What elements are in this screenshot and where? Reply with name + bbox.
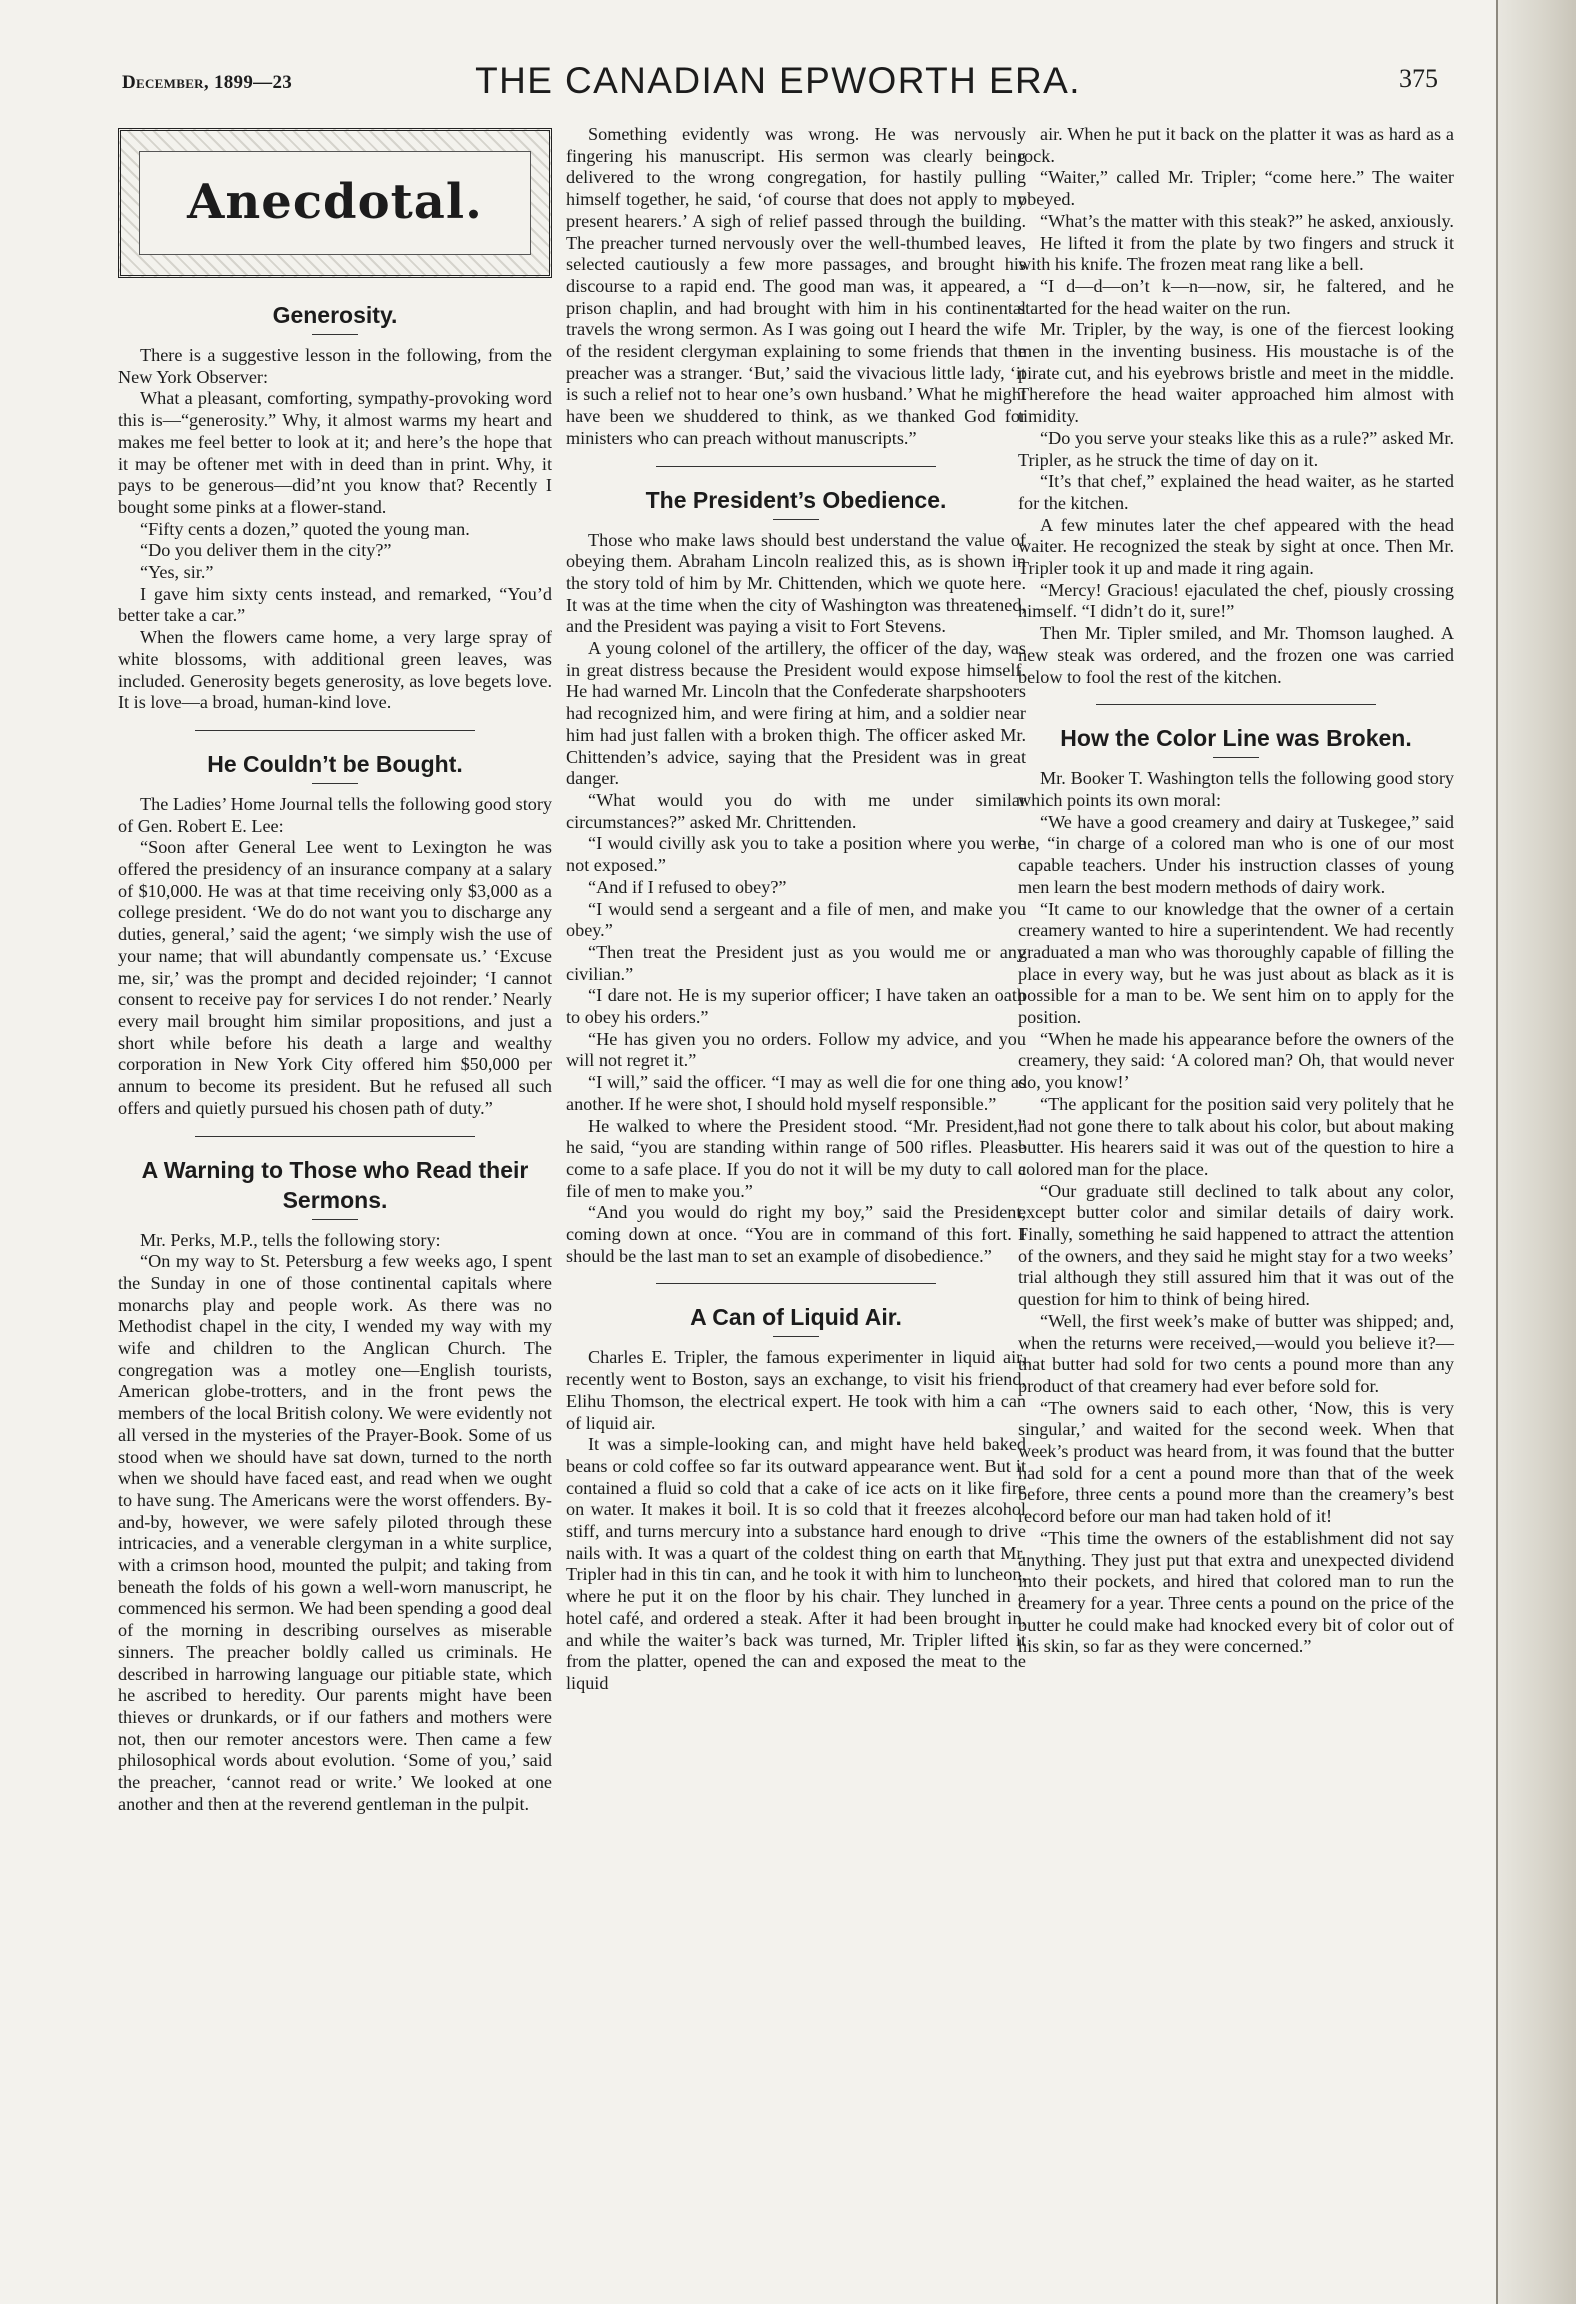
paragraph: “Well, the first week’s make of butter was shipped; and, when the returns were received,—would you believe it?—that butter had sold for two cents a pound more than any product of that creamery had ever before sold for.: [1018, 1310, 1454, 1396]
paragraph: Something evidently was wrong. He was nervously fingering his manuscript. His sermon was clearly being delivered to the wrong congregation, for hastily pulling himself together, he said, ‘of course that does not apply to my present hearers.’ A sigh of relief passed through the building. The preacher turned nervously over the well-thumbed leaves, selected cautiously a few more passages, and brought his discourse to a rapid end. The good man was, it appeared, a prison chaplin, and had brought with him in his continental travels the wrong sermon. As I was going out I heard the wife of the resident clergyman explaining to some friends that the preacher was a stranger. ‘But,’ said the vivacious little lady, ‘it is such a relief not to hear one’s own husband.’ What he might have been we shuddered to think, as we thanked God for ministers who can preach without manuscripts.”: [566, 124, 1026, 448]
header-date: December, 1899—23: [122, 72, 293, 93]
paragraph: “The applicant for the position said very politely that he had not gone there to talk about his color, but about making butter. His hearers said it was out of the question to hire a colored man for the place.: [1018, 1093, 1454, 1179]
section-title: A Can of Liquid Air.: [690, 1304, 902, 1331]
column-3: [1018, 124, 1454, 1658]
paragraph: “On my way to St. Petersburg a few weeks ago, I spent the Sunday in one of those continental capitals where monarchs play and people work. As there was no Methodist chapel in the city, I wended my way with my wife and children to the Anglican Church. The congregation was a motley one—English tourists, American globe-trotters, and in the front pews the members of the local British colony. We were evidently not all versed in the mysteries of the Prayer-Book. Some of us stood when we should have sat down, turned to the north when we should have faced east, and read when we ought to have sung. The Americans were the worst offenders. By-and-by, however, we were safely piloted through these intricacies, and a venerable clergyman in a white surplice, with a crimson hood, mounted the pulpit; and taking from beneath the folds of his gown a well-worn manuscript, he commenced his sermon. We had been spending a good deal of the morning in describing ourselves as miserable sinners. The preacher boldly called us criminals. He described in harrowing language our pitiable state, which he ascribed to heredity. Our parents might have been thieves or drunkards, or if our fathers and mothers were not, then our remoter ancestors were. Then came a few philosophical words about evolution. ‘Some of you,’ said the preacher, ‘cannot read or write.’ We looked at one another and then at the reverend gentleman in the pulpit.: [118, 1251, 552, 1814]
paragraph: When the flowers came home, a very large spray of white blossoms, with additional green leaves, was included. Generosity begets generosity, as love begets love. It is love—a broad, human-kind love.: [118, 627, 552, 713]
paragraph: “Yes, sir.”: [140, 562, 214, 583]
paragraph: “I would send a sergeant and a file of men, and make you obey.”: [566, 898, 1026, 941]
journal-title: THE CANADIAN EPWORTH ERA.: [475, 60, 1081, 101]
anecdotal-banner: [118, 128, 552, 278]
paragraph: “This time the owners of the establishment did not say anything. They just put that extra and unexpected dividend into their pockets, and hired that colored man to run the creamery for a year. Three cents a pound on the price of the butter he could make had knocked every bit of color out of his skin, so far as they were concerned.”: [1018, 1527, 1454, 1657]
paragraph: air. When he put it back on the platter it was as hard as a rock.: [1018, 124, 1454, 166]
paragraph: Mr. Perks, M.P., tells the following story:: [140, 1229, 441, 1250]
paragraph: A young colonel of the artillery, the officer of the day, was in great distress because the President would expose himself. He had warned Mr. Lincoln that the Confederate sharpshooters had recognized him, and were firing at him, and a soldier near him had just fallen with a broken thigh. The officer asked Mr. Chittenden’s advice, saying that the President was in great danger.: [566, 638, 1026, 789]
section-title: The President’s Obedience.: [645, 486, 947, 513]
banner-title: Anecdotal.: [187, 174, 483, 231]
paragraph: “And you would do right my boy,” said the President, coming down at once. “You are in command of this fort. I should be the last man to set an example of disobedience.”: [566, 1202, 1026, 1266]
paragraph: “Soon after General Lee went to Lexington he was offered the presidency of an insurance company at a salary of $10,000. He was at that time receiving only $3,000 as a college president. ‘We do do not want you to discharge any duties, general,’ said the agent; ‘we simply wish the use of your name; that will abundantly compensate us.’ ‘Excuse me, sir,’ was the prompt and decided rejoinder; ‘I cannot consent to receive pay for services I do not render.’ Nearly every mail brought him similar propositions, and just a short while before his death a large and wealthy corporation in New York City offered him $50,000 per annum to become its president. But he refused all such offers and quietly pursued his chosen path of duty.”: [118, 837, 552, 1118]
paragraph: “He has given you no orders. Follow my advice, and you will not regret it.”: [566, 1028, 1026, 1071]
paragraph: “Our graduate still declined to talk about any color, except butter color and similar details of dairy work. Finally, something he said happened to attract the attention of the owners, and they said he might stay for a two weeks’ trial although they still assured him that it was out of the question for him to think of being hired.: [1018, 1180, 1454, 1310]
title-rule: [312, 334, 358, 335]
section-title: He Couldn’t be Bought.: [207, 750, 463, 777]
section-divider: [656, 1283, 936, 1284]
banner-frame: [139, 151, 531, 255]
section-divider: [195, 730, 475, 731]
masthead: [118, 60, 1438, 108]
paragraph: “Fifty cents a dozen,” quoted the young man.: [140, 518, 470, 539]
paragraph: “We have a good creamery and dairy at Tuskegee,” said he, “in charge of a colored man who is one of our most capable teachers. Under his instruction classes of young men learn the best modern methods of dairy work.: [1018, 811, 1454, 897]
paragraph: “What’s the matter with this steak?” he asked, anxiously.: [1040, 210, 1454, 231]
paragraph: “Mercy! Gracious! ejaculated the chef, piously crossing himself. “I didn’t do it, sure!”: [1018, 579, 1454, 622]
page-number: 375: [1399, 64, 1438, 93]
paragraph: It was a simple-looking can, and might have held baked beans or cold coffee so far its outward appearance went. But it contained a fluid so cold that a cake of ice acts on it like fire on water. It makes it boil. It is so cold that it freezes alcohol stiff, and turns mercury into a substance hard enough to drive nails with. It was a quart of the coldest thing on earth that Mr. Tripler had in this tin can, and he took it with him to luncheon, where he put it on the floor by his chair. They lunched in a hotel café, and ordered a steak. After it had been brought in, and while the waiter’s back was turned, Mr. Tripler lifted it from the platter, opened the can and exposed the meat to the liquid: [566, 1434, 1026, 1693]
section-title: A Warning to Those who Read their Sermons.: [141, 1156, 529, 1213]
paragraph: Charles E. Tripler, the famous experimenter in liquid air, recently went to Boston, says an exchange, to visit his friend, Elihu Thomson, the electrical expert. He took with him a can of liquid air.: [566, 1347, 1026, 1433]
paragraph: He walked to where the President stood. “Mr. President,” he said, “you are standing within range of 500 rifles. Please come to a safe place. If you do not it will be my duty to call a file of men to make you.”: [566, 1115, 1026, 1201]
title-rule: [312, 1219, 358, 1220]
title-rule: [773, 1336, 819, 1337]
paragraph: “I will,” said the officer. “I may as well die for one thing as another. If he were shot, I should hold myself responsible.”: [566, 1072, 1026, 1114]
paragraph: “And if I refused to obey?”: [588, 876, 787, 897]
paragraph: Then Mr. Tipler smiled, and Mr. Thomson laughed. A new steak was ordered, and the frozen one was carried below to fool the rest of the kitchen.: [1018, 623, 1454, 687]
title-rule: [773, 519, 819, 520]
title-rule: [312, 783, 358, 784]
paragraph: “It’s that chef,” explained the head waiter, as he started for the kitchen.: [1018, 471, 1454, 513]
paragraph: Those who make laws should best understand the value of obeying them. Abraham Lincoln realized this, as is shown in the story told of him by Mr. Chittenden, which we quote here. It was at the time when the city of Washington was threatened, and the President was paying a visit to Fort Stevens.: [566, 529, 1026, 637]
page-edge: [1498, 0, 1576, 2304]
paragraph: “I dare not. He is my superior officer; I have taken an oath to obey his orders.”: [566, 985, 1026, 1028]
paragraph: Mr. Tripler, by the way, is one of the fiercest looking men in the inventing business. His moustache is of the pirate cut, and his eyebrows bristle and meet in the middle. Therefore the head waiter approached him almost with timidity.: [1018, 319, 1454, 427]
paragraph: “The owners said to each other, ‘Now, this is very singular,’ and waited for the second week. When that week’s product was heard from, it was found that the butter had sold for a cent a pound more than that of the week before, three cents a pound more than the creamery’s best record before our man had taken hold of it!: [1018, 1397, 1454, 1527]
paragraph: He lifted it from the plate by two fingers and struck it with his knife. The frozen meat rang like a bell.: [1018, 232, 1454, 275]
paragraph: “It came to our knowledge that the owner of a certain creamery wanted to hire a superintendent. We had recently graduated a man who was thoroughly capable of filling the place in every way, but he was just about as black as it is possible for a man to be. We sent him on to apply for the position.: [1018, 898, 1454, 1028]
paragraph: “When he made his appearance before the owners of the creamery, they said: ‘A colored man? Oh, that would never do, you know!’: [1018, 1028, 1454, 1093]
paragraph: “Then treat the President just as you would me or any civilian.”: [566, 941, 1026, 984]
paragraph: “Do you serve your steaks like this as a rule?” asked Mr. Tripler, as he struck the time of day on it.: [1018, 427, 1454, 470]
column-1: [118, 124, 552, 1815]
title-rule: [1213, 757, 1259, 758]
paragraph: “I would civilly ask you to take a position where you were not exposed.”: [566, 833, 1026, 876]
paragraph: What a pleasant, comforting, sympathy-provoking word this is—“generosity.” Why, it almost warms my heart and makes me feel better to look at it; and here’s the hope that it may be oftener met with in deed than in print. Why, it pays to be generous—did’nt you know that? Recently I bought some pinks at a flower-stand.: [118, 388, 552, 517]
section-title: Generosity.: [272, 302, 398, 328]
section-title: How the Color Line was Broken.: [1060, 725, 1412, 752]
paragraph: The Ladies’ Home Journal tells the following good story of Gen. Robert E. Lee:: [118, 793, 552, 836]
section-divider: [1096, 704, 1376, 705]
section-divider: [656, 466, 936, 467]
paragraph: “What would you do with me under similar circumstances?” asked Mr. Chrittenden.: [566, 789, 1026, 832]
paragraph: I gave him sixty cents instead, and remarked, “You’d better take a car.”: [118, 583, 552, 626]
paragraph: “I d—d—on’t k—n—now, sir, he faltered, and he started for the head waiter on the run.: [1018, 275, 1454, 318]
section-divider: [195, 1136, 475, 1137]
paragraph: There is a suggestive lesson in the following, from the New York Observer:: [118, 345, 552, 387]
paragraph: “Waiter,” called Mr. Tripler; “come here.” The waiter obeyed.: [1018, 167, 1454, 210]
column-2: [566, 124, 1026, 1695]
paragraph: A few minutes later the chef appeared with the head waiter. He recognized the steak by sight at once. Then Mr. Tripler took it up and made it ring again.: [1018, 514, 1454, 579]
paragraph: Mr. Booker T. Washington tells the following good story which points its own moral:: [1018, 768, 1454, 810]
paragraph: “Do you deliver them in the city?”: [140, 540, 392, 561]
